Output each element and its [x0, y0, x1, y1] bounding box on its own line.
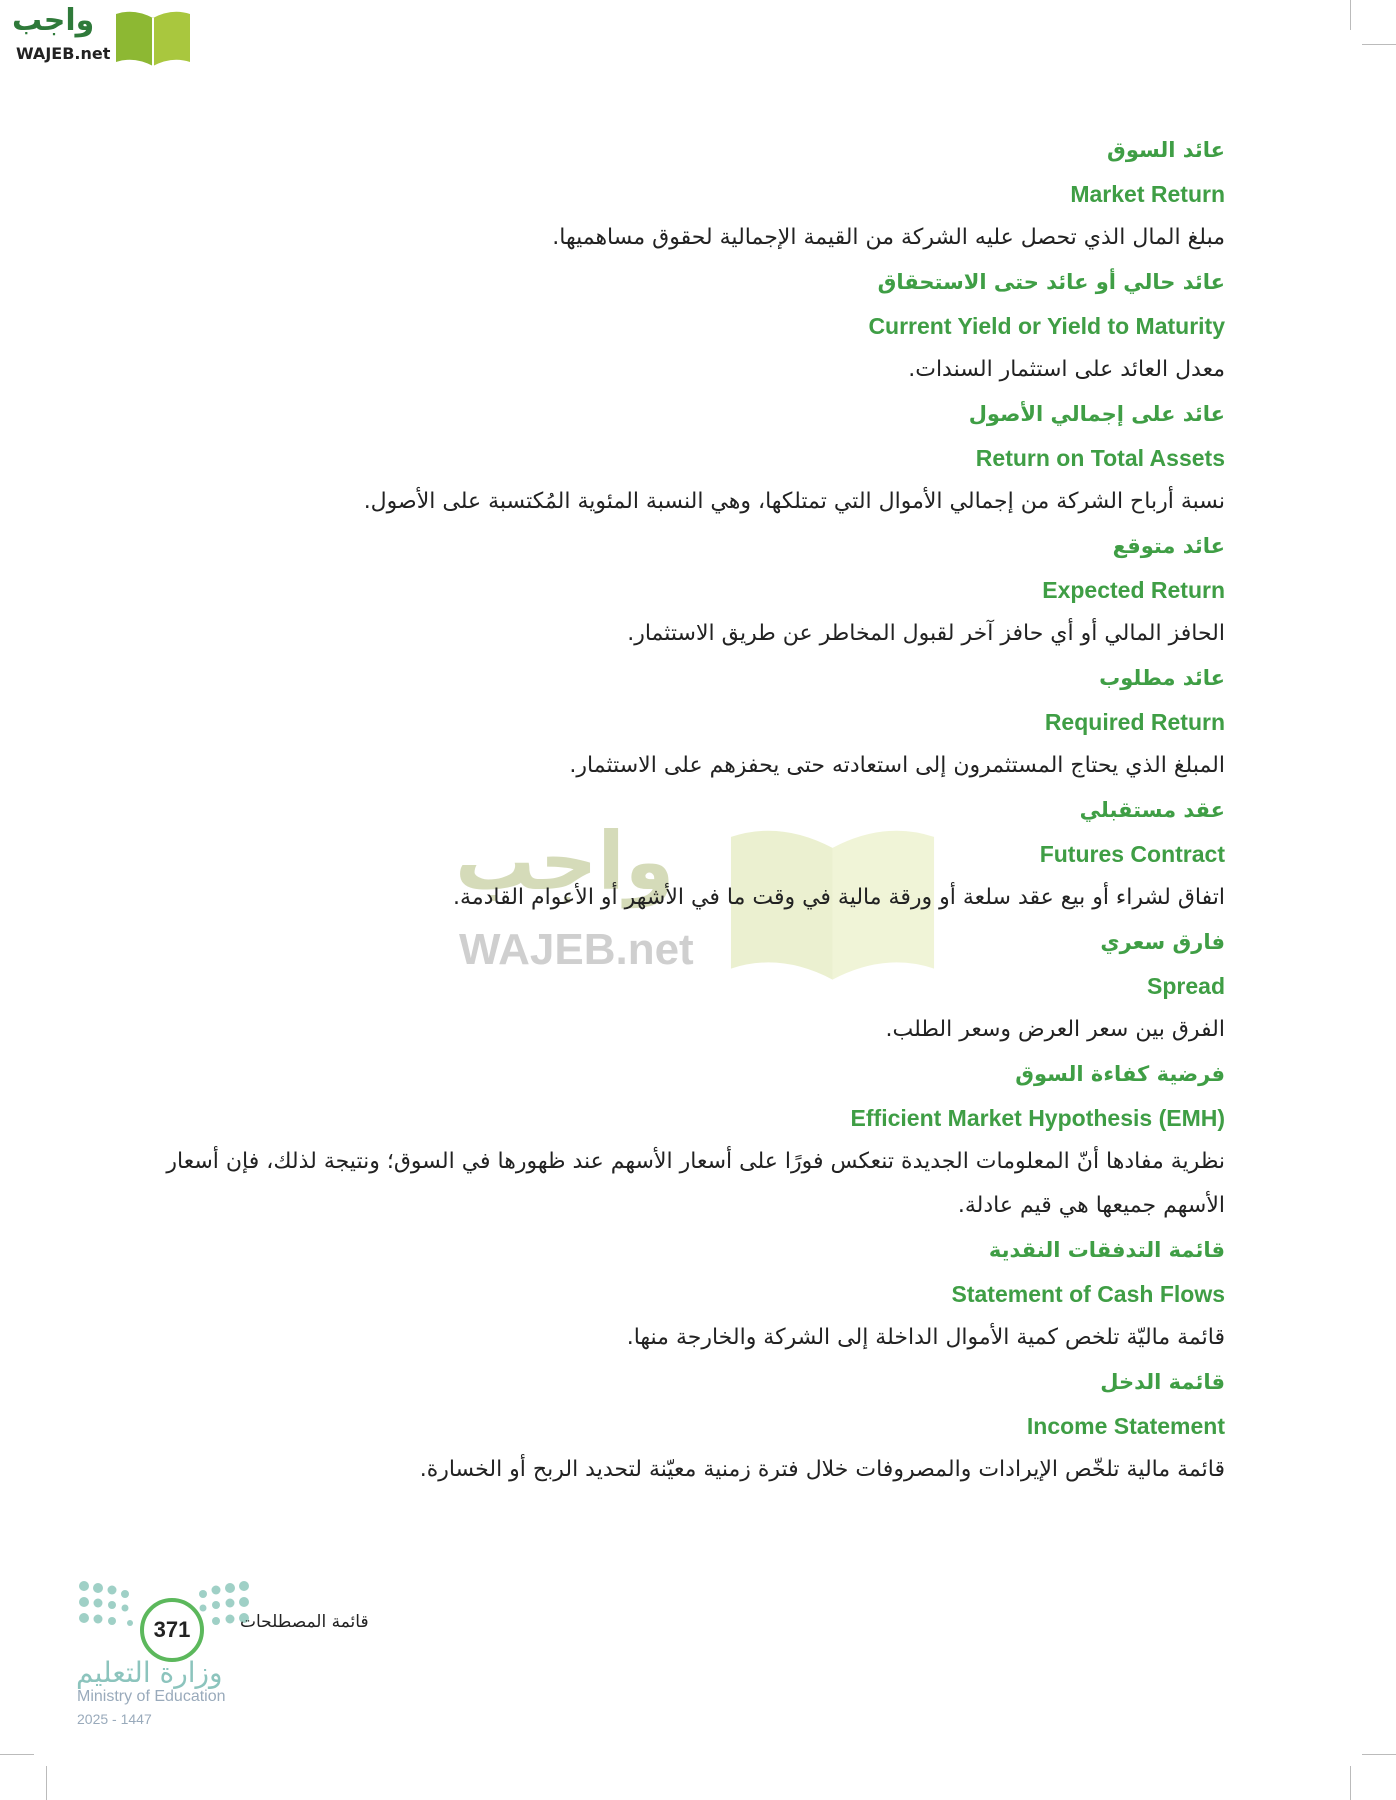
- term-arabic: فارق سعري: [1100, 930, 1225, 954]
- glossary-entry: [138, 260, 1225, 392]
- glossary-entry: [138, 1052, 1225, 1228]
- term-definition: المبلغ الذي يحتاج المستثمرون إلى استعادته حتى يحفزهم على الاستثمار.: [569, 753, 1225, 778]
- term-english: Current Yield or Yield to Maturity: [868, 313, 1225, 339]
- crop-mark: [1362, 44, 1396, 45]
- term-english: Return on Total Assets: [975, 445, 1225, 471]
- term-definition: الحافز المالي أو أي حافز آخر لقبول المخاطر عن طريق الاستثمار.: [627, 621, 1225, 646]
- crop-mark: [1362, 1754, 1396, 1755]
- ministry-arabic: وزارة التعليم: [76, 1656, 223, 1689]
- term-english: Income Statement: [1026, 1413, 1225, 1439]
- term-arabic: عقد مستقبلي: [1079, 798, 1225, 822]
- term-english: Market Return: [1070, 181, 1225, 207]
- term-english: Efficient Market Hypothesis (EMH): [850, 1105, 1225, 1131]
- glossary-entry: [138, 1360, 1225, 1492]
- term-arabic: عائد حالي أو عائد حتى الاستحقاق: [877, 270, 1225, 294]
- watermark-arabic: واجب: [455, 815, 675, 908]
- ministry-english: Ministry of Education: [77, 1688, 226, 1705]
- term-definition: اتفاق لشراء أو بيع عقد سلعة أو ورقة مالية في وقت ما في الأشهر أو الأعوام القادمة.: [453, 885, 1225, 910]
- term-arabic: فرضية كفاءة السوق: [1015, 1062, 1225, 1086]
- term-arabic: قائمة التدفقات النقدية: [988, 1238, 1225, 1262]
- crop-mark: [0, 1754, 34, 1755]
- crop-mark: [1350, 1766, 1351, 1800]
- term-arabic: قائمة الدخل: [1100, 1370, 1225, 1394]
- wajeb-logo: [8, 4, 190, 68]
- page-number: 371: [140, 1598, 204, 1662]
- term-definition: نسبة أرباح الشركة من إجمالي الأموال التي تمتلكها، وهي النسبة المئوية المُكتسبة على الأصول.: [363, 489, 1225, 514]
- term-arabic: عائد متوقع: [1112, 534, 1225, 558]
- section-title: قائمة المصطلحات: [240, 1612, 369, 1632]
- glossary-entry: [138, 920, 1225, 1052]
- logo-latin: WAJEB.net: [16, 44, 111, 63]
- term-definition: قائمة ماليّة تلخص كمية الأموال الداخلة إلى الشركة والخارجة منها.: [626, 1325, 1225, 1350]
- term-english: Spread: [1147, 973, 1225, 999]
- crop-mark: [1350, 0, 1351, 30]
- term-arabic: عائد مطلوب: [1099, 666, 1225, 690]
- watermark-latin: WAJEB.net: [459, 925, 694, 974]
- glossary-entry: [138, 656, 1225, 788]
- term-definition: مبلغ المال الذي تحصل عليه الشركة من القيمة الإجمالية لحقوق مساهميها.: [552, 225, 1225, 250]
- glossary: [138, 128, 1225, 1492]
- book-icon: [112, 8, 194, 66]
- glossary-entry: [138, 128, 1225, 260]
- glossary-entry: [138, 524, 1225, 656]
- term-english: Expected Return: [1042, 577, 1225, 603]
- term-definition: نظرية مفادها أنّ المعلومات الجديدة تنعكس فورًا على أسعار الأسهم عند ظهورها في السوق؛ ونتيجة لذلك، فإن أسعار الأسهم جميعها هي قيم عادلة.: [166, 1149, 1225, 1218]
- term-definition: الفرق بين سعر العرض وسعر الطلب.: [885, 1017, 1225, 1042]
- term-definition: قائمة مالية تلخّص الإيرادات والمصروفات خلال فترة زمنية معيّنة لتحديد الربح أو الخسارة.: [419, 1457, 1225, 1482]
- term-definition: معدل العائد على استثمار السندات.: [908, 357, 1225, 382]
- glossary-entry: [138, 788, 1225, 920]
- edition-year: 2025 - 1447: [77, 1711, 152, 1727]
- glossary-entry: [138, 392, 1225, 524]
- page-footer: [70, 1580, 400, 1740]
- term-english: Required Return: [1044, 709, 1225, 735]
- term-english: Futures Contract: [1039, 841, 1225, 867]
- term-arabic: عائد السوق: [1107, 138, 1225, 162]
- crop-mark: [46, 1766, 47, 1800]
- logo-arabic: واجب: [12, 3, 95, 38]
- term-english: Statement of Cash Flows: [951, 1281, 1225, 1307]
- glossary-entry: [138, 1228, 1225, 1360]
- term-arabic: عائد على إجمالي الأصول: [968, 402, 1225, 426]
